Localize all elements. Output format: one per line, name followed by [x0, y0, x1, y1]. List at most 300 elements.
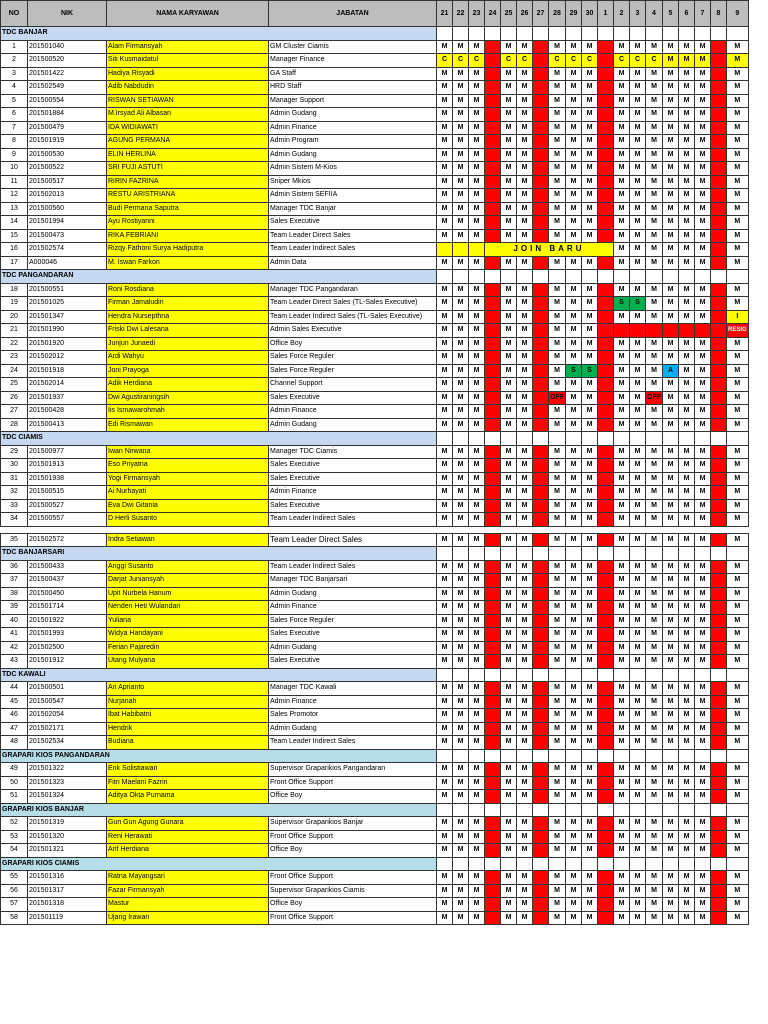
shift-cell[interactable]: M: [679, 202, 695, 216]
shift-cell[interactable]: M: [501, 81, 517, 95]
shift-cell[interactable]: M: [695, 94, 711, 108]
shift-cell[interactable]: M: [453, 378, 469, 392]
shift-cell[interactable]: M: [614, 574, 630, 588]
shift-cell[interactable]: [598, 628, 614, 642]
shift-cell[interactable]: [533, 763, 549, 777]
shift-cell[interactable]: M: [453, 229, 469, 243]
shift-cell[interactable]: M: [582, 884, 598, 898]
shift-cell[interactable]: M: [549, 378, 566, 392]
shift-cell[interactable]: [598, 351, 614, 365]
shift-cell[interactable]: [485, 898, 501, 912]
shift-cell[interactable]: M: [679, 162, 695, 176]
shift-cell[interactable]: [598, 189, 614, 203]
shift-cell[interactable]: C: [614, 54, 630, 68]
shift-cell[interactable]: M: [695, 216, 711, 230]
shift-cell[interactable]: M: [582, 844, 598, 858]
shift-cell[interactable]: M: [517, 722, 533, 736]
shift-cell[interactable]: M: [679, 310, 695, 324]
shift-cell[interactable]: M: [727, 283, 749, 297]
shift-cell[interactable]: M: [453, 655, 469, 669]
shift-cell[interactable]: M: [469, 459, 485, 473]
shift-cell[interactable]: M: [437, 736, 453, 750]
shift-cell[interactable]: M: [614, 499, 630, 513]
shift-cell[interactable]: M: [437, 641, 453, 655]
shift-cell[interactable]: M: [437, 628, 453, 642]
table-row[interactable]: [1, 513, 749, 527]
shift-cell[interactable]: M: [646, 763, 663, 777]
shift-cell[interactable]: M: [566, 121, 582, 135]
shift-cell[interactable]: M: [549, 817, 566, 831]
shift-cell[interactable]: M: [727, 472, 749, 486]
shift-cell[interactable]: M: [663, 351, 679, 365]
shift-cell[interactable]: M: [695, 310, 711, 324]
shift-cell[interactable]: M: [501, 148, 517, 162]
shift-cell[interactable]: M: [614, 560, 630, 574]
shift-cell[interactable]: M: [517, 817, 533, 831]
shift-cell[interactable]: M: [582, 776, 598, 790]
shift-cell[interactable]: M: [453, 283, 469, 297]
shift-cell[interactable]: M: [501, 175, 517, 189]
shift-cell[interactable]: [533, 351, 549, 365]
shift-cell[interactable]: M: [453, 560, 469, 574]
shift-cell[interactable]: M: [679, 817, 695, 831]
shift-cell[interactable]: M: [695, 601, 711, 615]
shift-cell[interactable]: [711, 911, 727, 925]
shift-cell[interactable]: [598, 121, 614, 135]
shift-cell[interactable]: [485, 94, 501, 108]
shift-cell[interactable]: M: [663, 229, 679, 243]
shift-cell[interactable]: M: [566, 817, 582, 831]
shift-cell[interactable]: M: [453, 641, 469, 655]
shift-cell[interactable]: M: [695, 445, 711, 459]
shift-cell[interactable]: M: [469, 445, 485, 459]
shift-cell[interactable]: M: [614, 830, 630, 844]
shift-cell[interactable]: M: [566, 310, 582, 324]
shift-cell[interactable]: M: [501, 445, 517, 459]
shift-cell[interactable]: C: [646, 54, 663, 68]
shift-cell[interactable]: M: [517, 391, 533, 405]
shift-cell[interactable]: M: [469, 628, 485, 642]
shift-cell[interactable]: M: [582, 229, 598, 243]
shift-cell[interactable]: M: [566, 351, 582, 365]
shift-cell[interactable]: M: [727, 641, 749, 655]
shift-cell[interactable]: M: [549, 324, 566, 338]
shift-cell[interactable]: M: [614, 587, 630, 601]
shift-cell[interactable]: M: [663, 121, 679, 135]
shift-cell[interactable]: M: [453, 513, 469, 527]
shift-cell[interactable]: M: [630, 533, 646, 547]
shift-cell[interactable]: M: [566, 574, 582, 588]
shift-cell[interactable]: M: [630, 418, 646, 432]
shift-cell[interactable]: M: [582, 736, 598, 750]
shift-cell[interactable]: M: [566, 776, 582, 790]
shift-cell[interactable]: [598, 884, 614, 898]
shift-cell[interactable]: M: [517, 121, 533, 135]
shift-cell[interactable]: M: [727, 81, 749, 95]
shift-cell[interactable]: [533, 364, 549, 378]
shift-cell[interactable]: M: [549, 682, 566, 696]
shift-cell[interactable]: [533, 324, 549, 338]
shift-cell[interactable]: [485, 513, 501, 527]
shift-cell[interactable]: M: [679, 486, 695, 500]
shift-cell[interactable]: M: [517, 108, 533, 122]
shift-cell[interactable]: M: [727, 243, 749, 257]
shift-cell[interactable]: M: [614, 40, 630, 54]
shift-cell[interactable]: M: [549, 776, 566, 790]
shift-cell[interactable]: M: [582, 351, 598, 365]
shift-cell[interactable]: M: [630, 709, 646, 723]
shift-cell[interactable]: [711, 709, 727, 723]
shift-cell[interactable]: [533, 337, 549, 351]
shift-cell[interactable]: M: [646, 351, 663, 365]
shift-cell[interactable]: [485, 378, 501, 392]
shift-cell[interactable]: [533, 682, 549, 696]
table-row[interactable]: [1, 844, 749, 858]
shift-cell[interactable]: M: [437, 67, 453, 81]
shift-cell[interactable]: M: [679, 40, 695, 54]
shift-cell[interactable]: M: [679, 337, 695, 351]
shift-cell[interactable]: M: [679, 364, 695, 378]
shift-cell[interactable]: M: [501, 884, 517, 898]
shift-cell[interactable]: M: [679, 911, 695, 925]
shift-cell[interactable]: [711, 790, 727, 804]
shift-cell[interactable]: M: [517, 844, 533, 858]
shift-cell[interactable]: [533, 135, 549, 149]
shift-cell[interactable]: M: [453, 216, 469, 230]
shift-cell[interactable]: M: [727, 256, 749, 270]
shift-cell[interactable]: M: [437, 364, 453, 378]
shift-cell[interactable]: M: [727, 871, 749, 885]
shift-cell[interactable]: M: [469, 614, 485, 628]
shift-cell[interactable]: S: [630, 297, 646, 311]
shift-cell[interactable]: [598, 40, 614, 54]
shift-cell[interactable]: M: [437, 898, 453, 912]
shift-cell[interactable]: M: [679, 378, 695, 392]
shift-cell[interactable]: M: [614, 513, 630, 527]
shift-cell[interactable]: [711, 94, 727, 108]
shift-cell[interactable]: M: [566, 533, 582, 547]
shift-cell[interactable]: M: [646, 310, 663, 324]
shift-cell[interactable]: M: [453, 175, 469, 189]
shift-cell[interactable]: M: [501, 391, 517, 405]
shift-cell[interactable]: [533, 94, 549, 108]
shift-cell[interactable]: [485, 817, 501, 831]
shift-cell[interactable]: M: [517, 459, 533, 473]
shift-cell[interactable]: M: [501, 574, 517, 588]
shift-cell[interactable]: M: [501, 763, 517, 777]
shift-cell[interactable]: M: [517, 790, 533, 804]
shift-cell[interactable]: M: [582, 871, 598, 885]
shift-cell[interactable]: M: [517, 601, 533, 615]
shift-cell[interactable]: [711, 445, 727, 459]
shift-cell[interactable]: M: [517, 310, 533, 324]
shift-cell[interactable]: M: [566, 67, 582, 81]
shift-cell[interactable]: M: [549, 736, 566, 750]
shift-cell[interactable]: [533, 513, 549, 527]
shift-cell[interactable]: M: [695, 378, 711, 392]
shift-cell[interactable]: M: [549, 560, 566, 574]
shift-cell[interactable]: M: [549, 472, 566, 486]
shift-cell[interactable]: M: [695, 472, 711, 486]
shift-cell[interactable]: M: [582, 574, 598, 588]
shift-cell[interactable]: M: [679, 513, 695, 527]
shift-cell[interactable]: M: [630, 871, 646, 885]
shift-cell[interactable]: M: [695, 790, 711, 804]
shift-cell[interactable]: M: [727, 817, 749, 831]
shift-cell[interactable]: M: [437, 189, 453, 203]
shift-cell[interactable]: [598, 54, 614, 68]
shift-cell[interactable]: M: [549, 709, 566, 723]
shift-cell[interactable]: M: [566, 601, 582, 615]
shift-cell[interactable]: M: [646, 695, 663, 709]
shift-cell[interactable]: M: [453, 162, 469, 176]
shift-cell[interactable]: [711, 695, 727, 709]
shift-cell[interactable]: M: [469, 148, 485, 162]
shift-cell[interactable]: M: [646, 560, 663, 574]
shift-cell[interactable]: [485, 587, 501, 601]
shift-cell[interactable]: M: [679, 297, 695, 311]
shift-cell[interactable]: [598, 587, 614, 601]
shift-cell[interactable]: M: [646, 655, 663, 669]
shift-cell[interactable]: [598, 135, 614, 149]
shift-cell[interactable]: [485, 844, 501, 858]
shift-cell[interactable]: [485, 283, 501, 297]
shift-cell[interactable]: M: [437, 776, 453, 790]
shift-cell[interactable]: [711, 763, 727, 777]
shift-cell[interactable]: M: [695, 189, 711, 203]
shift-cell[interactable]: M: [437, 830, 453, 844]
shift-cell[interactable]: [598, 682, 614, 696]
shift-cell[interactable]: I: [727, 310, 749, 324]
table-row[interactable]: [1, 162, 749, 176]
shift-cell[interactable]: M: [679, 135, 695, 149]
shift-cell[interactable]: M: [614, 229, 630, 243]
shift-cell[interactable]: [485, 162, 501, 176]
shift-cell[interactable]: M: [727, 148, 749, 162]
shift-cell[interactable]: M: [679, 283, 695, 297]
shift-cell[interactable]: M: [453, 736, 469, 750]
shift-cell[interactable]: M: [469, 256, 485, 270]
shift-cell[interactable]: M: [501, 418, 517, 432]
shift-cell[interactable]: M: [566, 830, 582, 844]
shift-cell[interactable]: M: [566, 628, 582, 642]
shift-cell[interactable]: M: [663, 628, 679, 642]
shift-cell[interactable]: [711, 682, 727, 696]
shift-cell[interactable]: M: [663, 175, 679, 189]
shift-cell[interactable]: M: [566, 81, 582, 95]
shift-cell[interactable]: M: [727, 202, 749, 216]
shift-cell[interactable]: M: [549, 229, 566, 243]
shift-cell[interactable]: [533, 614, 549, 628]
table-row[interactable]: [1, 337, 749, 351]
shift-cell[interactable]: M: [727, 533, 749, 547]
shift-cell[interactable]: M: [549, 175, 566, 189]
shift-cell[interactable]: M: [727, 682, 749, 696]
shift-cell[interactable]: M: [469, 108, 485, 122]
shift-cell[interactable]: M: [566, 418, 582, 432]
shift-cell[interactable]: M: [517, 641, 533, 655]
shift-cell[interactable]: M: [501, 256, 517, 270]
shift-cell[interactable]: M: [663, 202, 679, 216]
shift-cell[interactable]: [485, 364, 501, 378]
table-row[interactable]: [1, 722, 749, 736]
shift-cell[interactable]: M: [566, 472, 582, 486]
shift-cell[interactable]: M: [453, 459, 469, 473]
shift-cell[interactable]: [485, 722, 501, 736]
shift-cell[interactable]: M: [663, 884, 679, 898]
shift-cell[interactable]: M: [549, 283, 566, 297]
shift-cell[interactable]: M: [630, 351, 646, 365]
shift-cell[interactable]: M: [501, 817, 517, 831]
shift-cell[interactable]: M: [582, 722, 598, 736]
table-row[interactable]: [1, 587, 749, 601]
shift-cell[interactable]: M: [566, 614, 582, 628]
table-row[interactable]: [1, 391, 749, 405]
shift-cell[interactable]: M: [582, 297, 598, 311]
shift-cell[interactable]: M: [614, 844, 630, 858]
shift-cell[interactable]: M: [679, 391, 695, 405]
shift-cell[interactable]: M: [582, 830, 598, 844]
shift-cell[interactable]: M: [469, 162, 485, 176]
shift-cell[interactable]: M: [646, 135, 663, 149]
shift-cell[interactable]: [711, 405, 727, 419]
table-row[interactable]: [1, 67, 749, 81]
shift-cell[interactable]: M: [679, 472, 695, 486]
shift-cell[interactable]: M: [695, 911, 711, 925]
shift-cell[interactable]: [485, 121, 501, 135]
shift-cell[interactable]: M: [517, 614, 533, 628]
shift-cell[interactable]: M: [679, 216, 695, 230]
shift-cell[interactable]: [533, 67, 549, 81]
shift-cell[interactable]: M: [549, 189, 566, 203]
shift-cell[interactable]: M: [646, 574, 663, 588]
shift-cell[interactable]: M: [453, 405, 469, 419]
shift-cell[interactable]: M: [437, 216, 453, 230]
shift-cell[interactable]: [711, 776, 727, 790]
shift-cell[interactable]: M: [614, 641, 630, 655]
shift-cell[interactable]: [711, 297, 727, 311]
shift-cell[interactable]: [598, 709, 614, 723]
shift-cell[interactable]: M: [549, 337, 566, 351]
shift-cell[interactable]: M: [630, 884, 646, 898]
shift-cell[interactable]: M: [695, 175, 711, 189]
shift-cell[interactable]: [485, 310, 501, 324]
table-row[interactable]: [1, 405, 749, 419]
shift-cell[interactable]: M: [437, 844, 453, 858]
shift-cell[interactable]: M: [437, 297, 453, 311]
shift-cell[interactable]: M: [663, 108, 679, 122]
shift-cell[interactable]: [711, 844, 727, 858]
shift-cell[interactable]: [711, 884, 727, 898]
shift-cell[interactable]: M: [501, 229, 517, 243]
shift-cell[interactable]: M: [630, 94, 646, 108]
shift-cell[interactable]: [598, 364, 614, 378]
shift-cell[interactable]: M: [679, 709, 695, 723]
shift-cell[interactable]: M: [614, 459, 630, 473]
shift-cell[interactable]: [485, 54, 501, 68]
shift-cell[interactable]: M: [614, 790, 630, 804]
shift-cell[interactable]: M: [646, 67, 663, 81]
shift-cell[interactable]: M: [695, 40, 711, 54]
shift-cell[interactable]: M: [646, 499, 663, 513]
shift-cell[interactable]: [711, 243, 727, 257]
shift-cell[interactable]: [598, 283, 614, 297]
shift-cell[interactable]: M: [614, 310, 630, 324]
shift-cell[interactable]: M: [695, 162, 711, 176]
shift-cell[interactable]: M: [727, 898, 749, 912]
shift-cell[interactable]: [485, 202, 501, 216]
shift-cell[interactable]: M: [469, 560, 485, 574]
shift-cell[interactable]: [711, 560, 727, 574]
shift-cell[interactable]: M: [663, 486, 679, 500]
shift-cell[interactable]: [533, 121, 549, 135]
shift-cell[interactable]: [711, 189, 727, 203]
table-row[interactable]: [1, 324, 749, 338]
shift-cell[interactable]: S: [614, 297, 630, 311]
shift-cell[interactable]: M: [727, 94, 749, 108]
shift-cell[interactable]: M: [469, 763, 485, 777]
shift-cell[interactable]: M: [679, 560, 695, 574]
shift-cell[interactable]: M: [453, 337, 469, 351]
shift-cell[interactable]: M: [646, 614, 663, 628]
shift-cell[interactable]: M: [453, 844, 469, 858]
table-row[interactable]: [1, 216, 749, 230]
shift-cell[interactable]: M: [501, 533, 517, 547]
shift-cell[interactable]: M: [663, 378, 679, 392]
shift-cell[interactable]: M: [453, 81, 469, 95]
shift-cell[interactable]: [485, 351, 501, 365]
shift-cell[interactable]: [533, 445, 549, 459]
shift-cell[interactable]: [485, 763, 501, 777]
shift-cell[interactable]: M: [582, 817, 598, 831]
shift-cell[interactable]: [711, 378, 727, 392]
shift-cell[interactable]: M: [630, 736, 646, 750]
shift-cell[interactable]: M: [549, 614, 566, 628]
shift-cell[interactable]: M: [517, 830, 533, 844]
shift-cell[interactable]: [598, 202, 614, 216]
shift-cell[interactable]: M: [501, 871, 517, 885]
shift-cell[interactable]: M: [663, 337, 679, 351]
shift-cell[interactable]: [711, 830, 727, 844]
shift-cell[interactable]: M: [469, 94, 485, 108]
shift-cell[interactable]: M: [679, 54, 695, 68]
shift-cell[interactable]: M: [695, 844, 711, 858]
shift-cell[interactable]: M: [517, 628, 533, 642]
shift-cell[interactable]: M: [614, 776, 630, 790]
shift-cell[interactable]: M: [695, 709, 711, 723]
shift-cell[interactable]: M: [663, 898, 679, 912]
shift-cell[interactable]: M: [549, 459, 566, 473]
shift-cell[interactable]: [533, 601, 549, 615]
shift-cell[interactable]: M: [566, 736, 582, 750]
shift-cell[interactable]: [598, 790, 614, 804]
shift-cell[interactable]: M: [630, 81, 646, 95]
shift-cell[interactable]: [598, 148, 614, 162]
shift-cell[interactable]: M: [469, 709, 485, 723]
shift-cell[interactable]: M: [679, 445, 695, 459]
shift-cell[interactable]: M: [566, 108, 582, 122]
shift-cell[interactable]: M: [727, 574, 749, 588]
shift-cell[interactable]: [533, 790, 549, 804]
shift-cell[interactable]: M: [630, 486, 646, 500]
shift-cell[interactable]: M: [646, 911, 663, 925]
shift-cell[interactable]: [711, 614, 727, 628]
shift-cell[interactable]: [711, 418, 727, 432]
shift-cell[interactable]: M: [630, 844, 646, 858]
shift-cell[interactable]: M: [549, 587, 566, 601]
shift-cell[interactable]: [711, 459, 727, 473]
shift-cell[interactable]: [598, 817, 614, 831]
